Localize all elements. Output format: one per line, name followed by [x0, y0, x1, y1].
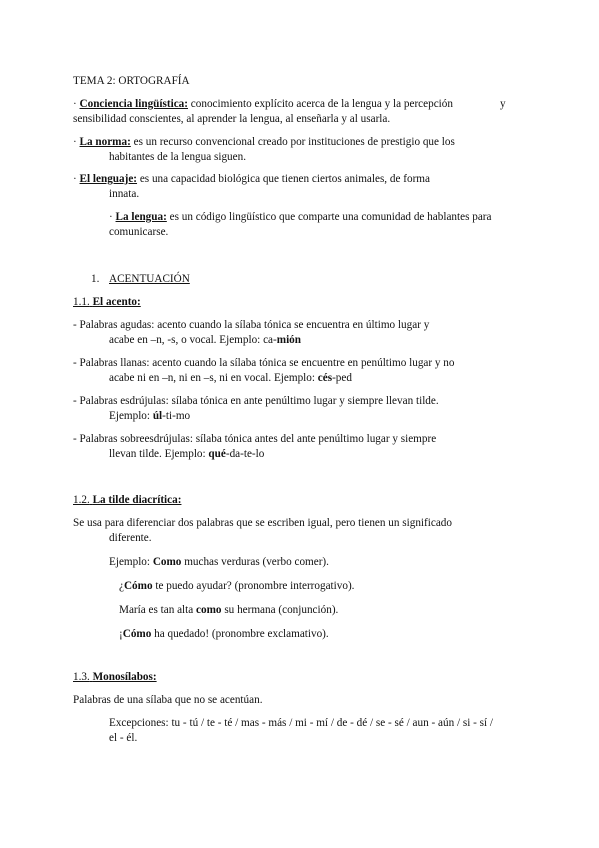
subsection-heading-tilde: [73, 493, 181, 508]
definition-text: habitantes de la lengua siguen.: [109, 151, 247, 163]
tilde-intro: Se usa para diferenciar dos palabras que se escriben igual, pero tienen un significado: [73, 517, 452, 529]
definition-lengua: [109, 210, 491, 225]
document-title: TEMA 2: ORTOGRAFÍA: [73, 75, 190, 87]
subsection-heading-acento: [73, 295, 141, 310]
sobreesdrujulas-line: - Palabras sobreesdrújulas: sílaba tónica antes del ante penúltimo lugar y siempre: [73, 433, 437, 445]
heading-text: La tilde diacrítica:: [92, 494, 182, 506]
definition-lenguaje: [73, 172, 430, 187]
monosilabos-exceptions: Excepciones: tu - tú / te - té / mas - más / mi - mí / de - dé / se - sé / aun - aún / si - sí /: [109, 717, 494, 729]
tilde-example-1: [109, 555, 329, 570]
term-lenguaje: El lenguaje:: [79, 173, 138, 185]
term-norma: La norma:: [79, 136, 131, 148]
example-text: acabe ni en –n, ni en –s, ni en vocal. Ejemplo:: [109, 372, 318, 384]
definition-text: conocimiento explícito acerca de la lengua y la percepción: [190, 98, 453, 110]
section-title: ACENTUACIÓN: [109, 273, 190, 285]
llanas-example: [109, 371, 352, 386]
example-bold: como: [196, 604, 222, 616]
example-text: ¡: [119, 628, 123, 640]
example-text: -da-te-lo: [225, 448, 265, 460]
section-number: 1.: [91, 273, 100, 285]
example-text: -ti-mo: [162, 410, 191, 422]
definition-text: es un recurso convencional creado por instituciones de prestigio que los: [133, 136, 455, 148]
example-text: Ejemplo:: [109, 410, 153, 422]
heading-number: 1.1.: [73, 296, 90, 308]
heading-text: El acento:: [92, 296, 141, 308]
example-text: te puedo ayudar? (pronombre interrogativo).: [152, 580, 355, 592]
example-text: ha quedado! (pronombre exclamativo).: [151, 628, 329, 640]
example-bold: Cómo: [123, 580, 153, 592]
term-lengua: La lengua:: [115, 211, 167, 223]
example-bold: Cómo: [122, 628, 152, 640]
example-bold: mión: [276, 334, 301, 346]
definition-text: es un código lingüístico que comparte una comunidad de hablantes para: [169, 211, 492, 223]
bullet: ·: [73, 173, 77, 185]
bullet: ·: [73, 98, 77, 110]
subsection-heading-monosilabos: [73, 670, 157, 685]
example-text: muchas verduras (verbo comer).: [181, 556, 329, 568]
definition-text: innata.: [109, 188, 140, 200]
example-text: -ped: [332, 372, 352, 384]
example-text: María es tan alta: [119, 604, 197, 616]
tilde-example-3: [119, 603, 338, 618]
monosilabos-exceptions: el - él.: [109, 732, 138, 744]
sobreesdrujulas-example: [109, 447, 264, 462]
example-text: acabe en –n, -s, o vocal. Ejemplo: ca-: [109, 334, 277, 346]
bullet: ·: [73, 136, 77, 148]
example-bold: qué: [208, 448, 226, 460]
tilde-example-2: [119, 579, 354, 594]
esdrujulas-example: [109, 409, 190, 424]
definition-text: comunicarse.: [109, 226, 169, 238]
heading-number: 1.3.: [73, 671, 90, 683]
heading-number: 1.2.: [73, 494, 90, 506]
example-text: su hermana (conjunción).: [221, 604, 339, 616]
example-text: llevan tilde. Ejemplo:: [109, 448, 209, 460]
example-text: ¿: [119, 580, 124, 592]
agudas-line: - Palabras agudas: acento cuando la sílaba tónica se encuentra en último lugar y: [73, 319, 430, 331]
definition-norma: [73, 135, 455, 150]
definition-conciencia: [73, 97, 453, 112]
monosilabos-intro: Palabras de una sílaba que no se acentúan.: [73, 694, 263, 706]
agudas-example: [109, 333, 301, 348]
example-text: Ejemplo:: [109, 556, 153, 568]
heading-text: Monosílabos:: [92, 671, 157, 683]
esdrujulas-line: - Palabras esdrújulas: sílaba tónica en ante penúltimo lugar y siempre llevan tilde.: [73, 395, 439, 407]
example-bold: úl: [152, 410, 163, 422]
definition-text-tail: y: [500, 98, 506, 110]
bullet: ·: [109, 211, 113, 223]
term-conciencia: Conciencia lingüística:: [79, 98, 188, 110]
definition-text: sensibilidad conscientes, al aprender la lengua, al enseñarla y al usarla.: [73, 113, 391, 125]
definition-text: es una capacidad biológica que tienen ciertos animales, de forma: [139, 173, 430, 185]
llanas-line: - Palabras llanas: acento cuando la sílaba tónica se encuentre en penúltimo lugar y no: [73, 357, 455, 369]
example-bold: cés: [317, 372, 333, 384]
example-bold: Como: [152, 556, 182, 568]
tilde-example-4: [119, 627, 329, 642]
tilde-intro: diferente.: [109, 532, 152, 544]
